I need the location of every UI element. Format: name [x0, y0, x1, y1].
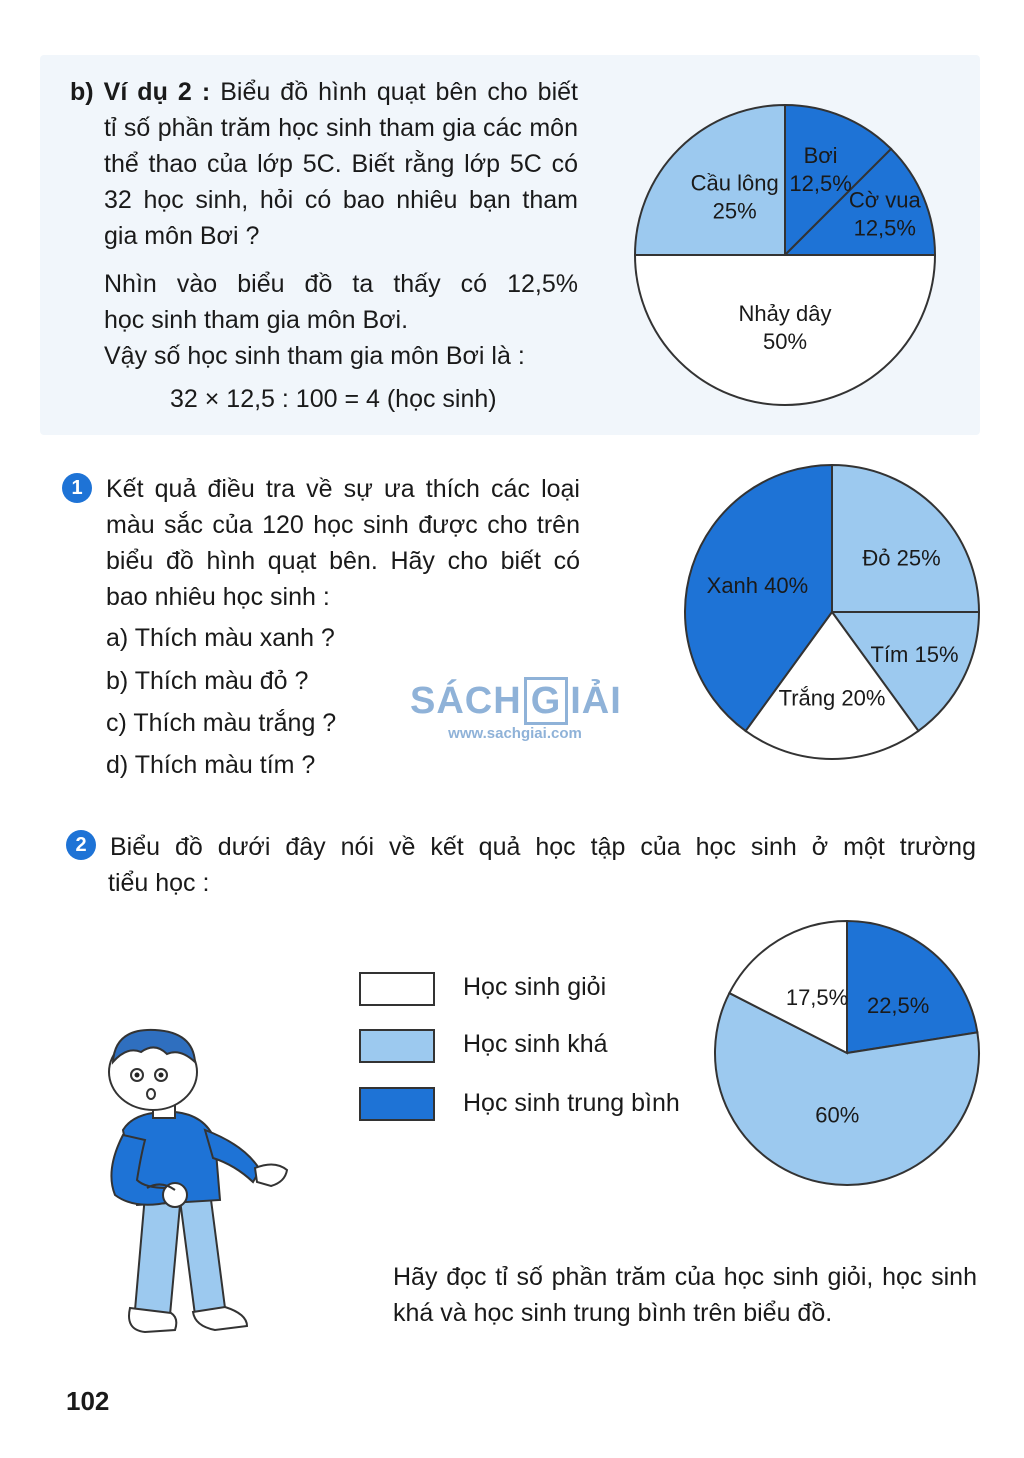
example-calculation: 32 × 12,5 : 100 = 4 (học sinh): [170, 385, 497, 413]
ex2-prompt-line-0: Hãy đọc tỉ số phần trăm của học sinh giỏi, học sinh: [393, 1263, 977, 1291]
exercise-1-badge: 1: [62, 473, 92, 503]
example-line-3: 32 học sinh, hỏi có bao nhiêu bạn tham: [104, 186, 578, 214]
ex1-question-c: c) Thích màu trắng ?: [106, 709, 337, 737]
legend-label-trung-binh: Học sinh trung bình: [463, 1089, 680, 1117]
pie-label-học-sinh-trung-bình: 22,5%: [866, 992, 930, 1018]
pie-slice-đỏ: [832, 465, 979, 612]
sports-pie-chart: [630, 100, 940, 410]
legend-swatch-gioi: [359, 972, 435, 1006]
watermark-text-a: SÁCH: [410, 680, 522, 722]
exercise-1-text: [106, 471, 580, 615]
answer-line-1: học sinh tham gia môn Bơi.: [104, 306, 409, 334]
legend-swatch-kha: [359, 1029, 435, 1063]
exercise-2-badge: 2: [66, 830, 96, 860]
legend-label-kha: Học sinh khá: [463, 1030, 608, 1058]
results-pie-chart: [712, 918, 982, 1188]
example-line-0: Biểu đồ hình quạt bên cho biết: [220, 78, 578, 106]
pie-label-học-sinh-giỏi: 17,5%: [785, 985, 849, 1011]
ex1-question-a: a) Thích màu xanh ?: [106, 624, 335, 652]
pie-label-đỏ: Đỏ 25%: [862, 545, 941, 571]
ex2-line-2: tiểu học :: [108, 869, 210, 897]
example-answer: [104, 266, 578, 374]
pie-label-tím: Tím 15%: [870, 642, 959, 668]
ex1-question-b: b) Thích màu đỏ ?: [106, 667, 309, 695]
pie-label-cờ-vua: Cờ vua 12,5%: [848, 187, 921, 241]
pie-slice-học-sinh-trung-bình: [847, 921, 977, 1053]
ex1-line-2: biểu đồ hình quạt bên. Hãy cho biết có: [106, 547, 580, 575]
answer-line-2: Vậy số học sinh tham gia môn Bơi là :: [104, 342, 525, 370]
example-label: b) Ví dụ 2 :: [70, 78, 211, 106]
page-number: 102: [66, 1386, 110, 1416]
ex2-prompt-line-1: khá và học sinh trung bình trên biểu đồ.: [393, 1299, 833, 1327]
legend-swatch-trung-binh: [359, 1087, 435, 1121]
ex1-line-3: bao nhiêu học sinh :: [106, 583, 330, 611]
pie-label-bơi: Bơi 12,5%: [789, 143, 852, 197]
example-question: [70, 74, 578, 254]
watermark-logo: [410, 680, 620, 742]
example-line-4: gia môn Bơi ?: [104, 222, 260, 250]
ex2-prompt: [393, 1259, 977, 1331]
pie-label-cầu-lông: Cầu lông 25%: [690, 170, 779, 224]
cartoon-boy-illustration: [75, 1020, 305, 1350]
ex2-line-1: Biểu đồ dưới đây nói về kết quả học tập của học sinh ở một trường: [110, 833, 976, 861]
example-line-1: tỉ số phần trăm học sinh tham gia các môn: [104, 114, 578, 142]
example-line-2: thể thao của lớp 5C. Biết rằng lớp 5C có: [104, 150, 578, 178]
pie-label-xanh: Xanh 40%: [706, 572, 809, 598]
pie-label-nhảy-dây: Nhảy dây 50%: [738, 301, 832, 354]
pie-label-học-sinh-khá: 60%: [815, 1102, 860, 1128]
ex1-question-d: d) Thích màu tím ?: [106, 751, 316, 779]
watermark-text-b: G: [524, 677, 569, 725]
watermark-url: www.sachgiai.com: [448, 725, 582, 742]
answer-line-0: Nhìn vào biểu đồ ta thấy có 12,5%: [104, 270, 578, 298]
ex1-line-0: Kết quả điều tra về sự ưa thích các loại: [106, 475, 580, 503]
pie-label-trắng: Trắng 20%: [778, 685, 886, 711]
watermark-text-c: IẢI: [570, 680, 622, 722]
ex1-line-1: màu sắc của 120 học sinh được cho trên: [106, 511, 580, 539]
legend-label-gioi: Học sinh giỏi: [463, 973, 607, 1001]
colors-pie-chart: [682, 462, 982, 762]
